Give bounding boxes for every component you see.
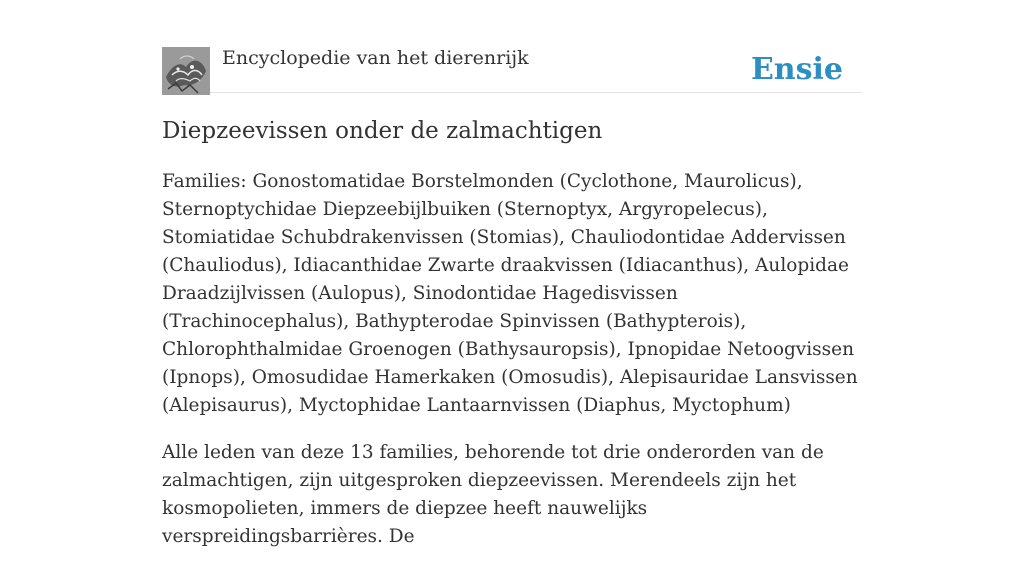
article-title: Diepzeevissen onder de zalmachtigen <box>162 118 603 144</box>
paragraph-families: Families: Gonostomatidae Borstelmonden (Cyclothone, Maurolicus), Sternoptychidae Diepzeebijlbuiken (Sternoptyx, Argyropelecus), Stomiatidae Schubdrakenvissen (Stomias), Chauliodontidae Addervissen (Chauliodus), Idiacanthidae Zwarte draakvissen (Idiacanthus), Aulopidae Draadzijlvissen (Aulopus), Sinodontidae Hagedisvissen (Trachinocephalus), Bathypterodae Spinvissen (Bathypterois), Chlorophthalmidae Groenogen (Bathysauropsis), Ipnopidae Netoogvissen (Ipnops), Omosudidae Hamerkaken (Omosudis), Alepisauridae Lansvissen (Alepisaurus), Myctophidae Lantaarnvissen (Diaphus, Myctophum) <box>162 171 858 416</box>
article-body <box>162 168 860 570</box>
source-avatar-icon[interactable] <box>162 47 210 95</box>
source-header <box>162 46 862 93</box>
animal-illustration-icon <box>162 47 210 95</box>
source-title[interactable]: Encyclopedie van het dierenrijk <box>222 47 529 69</box>
brand-logo[interactable]: Ensie <box>750 52 843 87</box>
paragraph-description: Alle leden van deze 13 families, behorende tot drie onderorden van de zalmachtigen, zijn uitgesproken diepzeevissen. Merendeels zijn het kosmopolieten, immers de diepzee heeft nauwelijks verspreidingsbarrières. De <box>162 442 824 547</box>
